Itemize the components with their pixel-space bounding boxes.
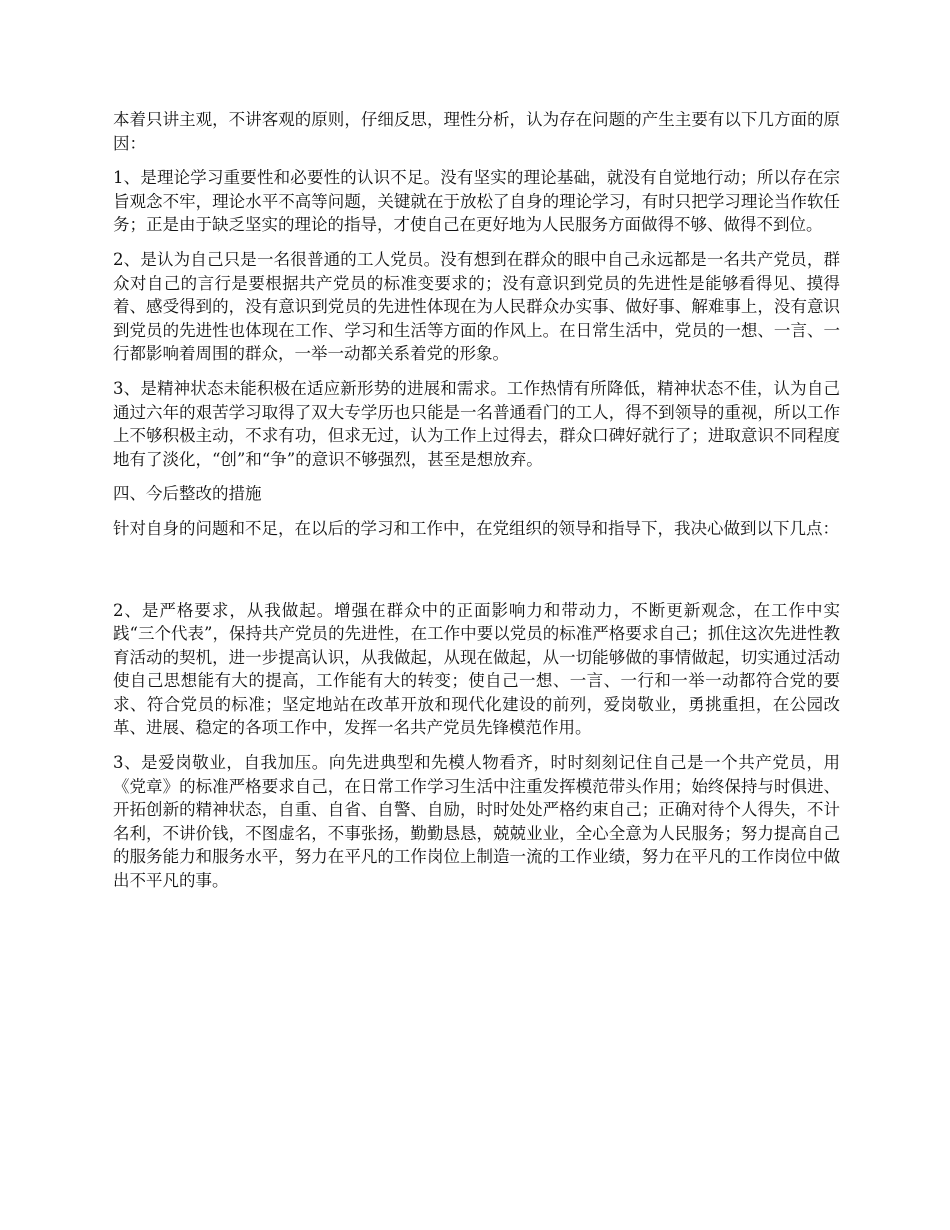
paragraph-measures-intro: 针对自身的问题和不足，在以后的学习和工作中，在党组织的领导和指导下，我决心做到以下几点： [113, 518, 839, 538]
paragraph-cause-3: 3、是精神状态未能积极在适应新形势的进展和需求。工作热情有所降低，精神状态不佳，认为自己通过六年的艰苦学习取得了双大专学历也只能是一名普通看门的工人，得不到领导的重视，所以工作上不够积极主动，不求有功，但求无过，认为工作上过得去，群众口碑好就行了；进取意识不同程度地有了淡化，“创”和“争”的意识不够强烈，甚至是想放弃。 [113, 378, 840, 469]
paragraph-intro: 本着只讲主观，不讲客观的原则，仔细反思，理性分析，认为存在问题的产生主要有以下几方面的原因： [113, 110, 840, 153]
paragraph-cause-1: 1、是理论学习重要性和必要性的认识不足。没有坚实的理论基础，就没有自觉地行动；所以存在宗旨观念不牢，理论水平不高等问题，关键就在于放松了自身的理论学习，有时只把学习理论当作软任务；正是由于缺乏坚实的理论的指导，才使自己在更好地为人民服务方面做得不够、做得不到位。 [113, 168, 840, 235]
document-page [113, 108, 840, 904]
paragraph-measure-3: 3、是爱岗敬业，自我加压。向先进典型和先模人物看齐，时时刻刻记住自己是一个共产党员，用《党章》的标准严格要求自己，在日常工作学习生活中注重发挥模范带头作用；始终保持与时俱进、开拓创新的精神状态，自重、自省、自警、自励，时时处处严格约束自己；正确对待个人得失，不计名利，不讲价钱，不图虚名，不事张扬，勤勤恳恳，兢兢业业，全心全意为人民服务；努力提高自己的服务能力和服务水平，努力在平凡的工作岗位上制造一流的工作业绩，努力在平凡的工作岗位中做出不平凡的事。 [113, 753, 840, 891]
paragraph-cause-2: 2、是认为自己只是一名很普通的工人党员。没有想到在群众的眼中自己永远都是一名共产党员，群众对自己的言行是要根据共产党员的标准变要求的；没有意识到党员的先进性是能够看得见、摸得着、感受得到的，没有意识到党员的先进性体现在为人民群众办实事、做好事、解难事上，没有意识到党员的先进性也体现在工作、学习和生活等方面的作风上。在日常生活中，党员的一想、一言、一行都影响着周围的群众，一举一动都关系着党的形象。 [113, 249, 840, 364]
blank-space [113, 552, 840, 599]
paragraph-measure-2: 2、是严格要求，从我做起。增强在群众中的正面影响力和带动力，不断更新观念，在工作中实践“三个代表”，保持共产党员的先进性，在工作中要以党员的标准严格要求自己；抓住这次先进性教育活动的契机，进一步提高认识，从我做起，从现在做起，从一切能够做的事情做起，切实通过活动使自己思想能有大的提高，工作能有大的转变；使自己一想、一言、一行和一举一动都符合党的要求、符合党员的标准；坚定地站在改革开放和现代化建设的前列，爱岗敬业，勇挑重担，在公园改革、进展、稳定的各项工作中，发挥一名共产党员先锋模范作用。 [113, 600, 840, 738]
section-heading-4: 四、今后整改的措施 [113, 484, 262, 504]
